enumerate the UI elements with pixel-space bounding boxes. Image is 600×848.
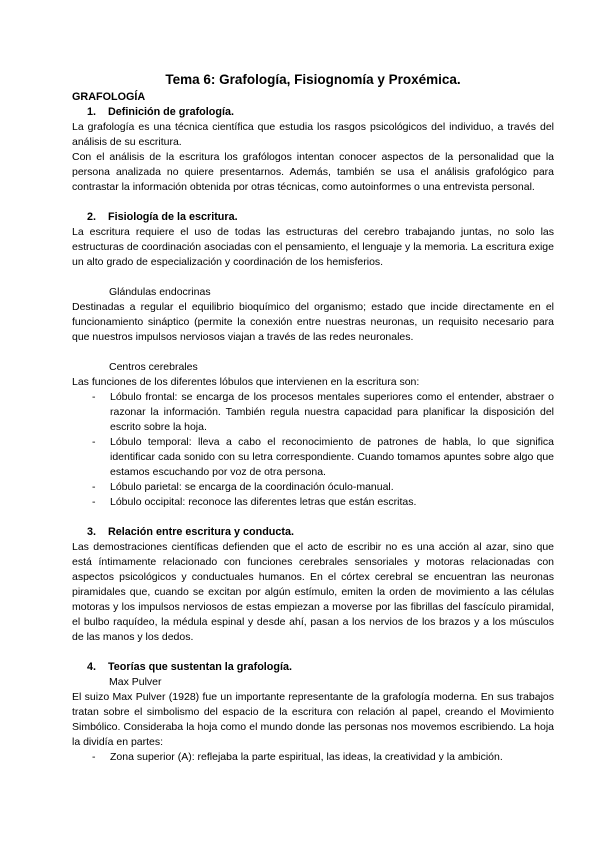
paragraph-max-pulver: El suizo Max Pulver (1928) fue un importante representante de la grafología moderna. En sus trabajos tratan sobre el simbolismo del espacio de la escritura con relación al papel, creando el Movimiento Simbólico. Consideraba la hoja como el mundo donde las personas nos movemos escribiendo. La hoja la dividía en partes: xyxy=(72,691,554,748)
heading-number: 3. xyxy=(87,526,97,538)
paragraph-centros-intro: Las funciones de los diferentes lóbulos que intervienen en la escritura son: xyxy=(72,376,420,388)
bullet-marker: - xyxy=(92,481,96,493)
bullet-marker: - xyxy=(92,496,96,508)
bullet-item-lobulo-occipital xyxy=(72,495,554,510)
sub-label-glandulas-endocrinas: Glándulas endocrinas xyxy=(109,286,211,298)
heading-teorias-grafologia xyxy=(72,660,554,675)
heading-text: Relación entre escritura y conducta. xyxy=(108,526,295,538)
bullet-item-lobulo-frontal xyxy=(72,390,554,435)
heading-number: 4. xyxy=(87,661,97,673)
heading-number: 1. xyxy=(87,106,97,118)
bullet-text: Lóbulo frontal: se encarga de los procesos mentales superiores como el entender, abstraer o razonar la información. También regula nuestra capacidad para planificar la disposición del escrito sobre la hoja. xyxy=(110,391,554,433)
paragraph-relacion: Las demostraciones científicas defienden que el acto de escribir no es una acción al azar, sino que está íntimamente relacionado con funciones cerebrales sensoriales y motoras relacionadas con aspectos psicológicos y conductuales humanos. En el córtex cerebral se encuentran las neuronas piramidales que, cuando se excitan por algún estímulo, emiten la orden de movimiento a las células motoras y los impulsos nerviosos de estas empiezan a moverse por las fibrillas del fascículo piramidal, el bulbo raquídeo, la médula espinal y desde ahí, pasan a los nervios de los brazos y a los músculos de las manos y los dedos. xyxy=(72,541,554,643)
bullet-list-zonas xyxy=(72,750,554,765)
bullet-text: Zona superior (A): reflejaba la parte espiritual, las ideas, la creatividad y la ambición. xyxy=(110,751,503,763)
bullet-marker: - xyxy=(92,391,96,403)
sub-label-max-pulver: Max Pulver xyxy=(109,676,162,688)
heading-text: Definición de grafología. xyxy=(108,106,234,118)
bullet-text: Lóbulo temporal: lleva a cabo el reconocimiento de patrones de habla, lo que significa identificar cada sonido con su letra correspondiente. Cuando tomamos apuntes sobre algo que estamos escuchando por voz de otra persona. xyxy=(110,436,554,478)
bullet-marker: - xyxy=(92,436,96,448)
heading-fisiologia-escritura xyxy=(72,210,554,225)
heading-number: 2. xyxy=(87,211,97,223)
heading-relacion-escritura-conducta xyxy=(72,525,554,540)
heading-text: Fisiología de la escritura. xyxy=(108,211,238,223)
bullet-text: Lóbulo parietal: se encarga de la coordinación óculo-manual. xyxy=(110,481,394,493)
paragraph-definicion-2: Con el análisis de la escritura los grafólogos intentan conocer aspectos de la personalidad que la persona analizada no quiere presentarnos. Además, también se usa el análisis grafológico para contrastar la información obtenida por otras técnicas, como autoinformes o una entrevista personal. xyxy=(72,151,554,193)
document-title: Tema 6: Grafología, Fisiognomía y Proxémica. xyxy=(165,72,461,87)
bullet-marker: - xyxy=(92,751,96,763)
section-heading-grafologia: GRAFOLOGÍA xyxy=(72,91,146,103)
sub-label-centros-cerebrales: Centros cerebrales xyxy=(109,361,198,373)
heading-text: Teorías que sustentan la grafología. xyxy=(108,661,292,673)
bullet-item-lobulo-temporal xyxy=(72,435,554,480)
paragraph-glandulas: Destinadas a regular el equilibrio bioquímico del organismo; estado que incide directamente en el funcionamiento sináptico (permite la conexión entre nuestras neuronas, un requisito necesario para que nuestros impulsos nerviosos viajan a través de las redes neuronales. xyxy=(72,301,554,343)
bullet-item-lobulo-parietal xyxy=(72,480,554,495)
bullet-text: Lóbulo occipital: reconoce las diferentes letras que están escritas. xyxy=(110,496,417,508)
paragraph-definicion-1: La grafología es una técnica científica que estudia los rasgos psicológicos del individuo, a través del análisis de su escritura. xyxy=(72,121,554,148)
bullet-item-zona-superior xyxy=(72,750,554,765)
paragraph-fisiologia: La escritura requiere el uso de todas las estructuras del cerebro trabajando juntas, no solo las estructuras de coordinación asociadas con el pensamiento, el lenguaje y la memoria. La escritura exige un alto grado de especialización y coordinación de los hemisferios. xyxy=(72,226,554,268)
bullet-list-lobulos xyxy=(72,390,554,510)
heading-definicion-grafologia xyxy=(72,105,554,120)
